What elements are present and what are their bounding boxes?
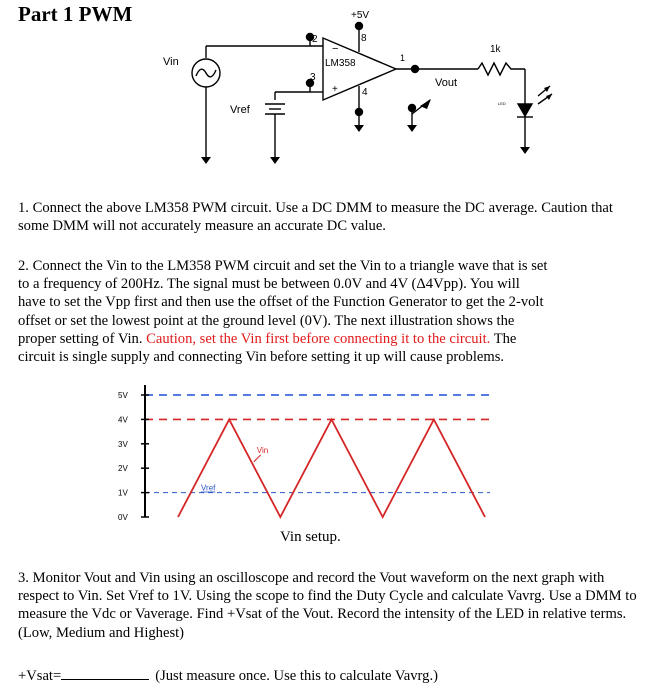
y-tick-label: 0V [118, 513, 128, 522]
vsat-blank [61, 667, 149, 680]
opamp-minus-label: − [332, 43, 339, 55]
step-3-text: 3. Monitor Vout and Vin using an oscilloscope and record the Vout waveform on the next graph with respect to Vin. Set Vref to 1V. Using the scope to find the Duty Cycle and calculate Vavrg. Use a DMM to measure the Vdc or Vaverage. Find +Vsat of the Vout. Record the intensity of the LED in relative terms. (Low, Medium and Highest) [18, 570, 637, 641]
step-2-line [18, 330, 640, 348]
vref-label: Vref [230, 104, 250, 116]
step-2-line: offset or set the lowest point at the ground level (0V). The next illustration shows the [18, 312, 515, 329]
y-tick-label: 5V [118, 391, 128, 400]
step-1-text: 1. Connect the above LM358 PWM circuit. Use a DC DMM to measure the DC average. Caution that some DMM will not accurately measure an accurate DC value. [18, 200, 613, 235]
y-tick-label: 3V [118, 439, 128, 449]
step-2-line: circuit is single supply and connecting Vin before setting it up will cause problems. [18, 349, 505, 366]
led-label: LED [498, 101, 506, 106]
vin-series-line [178, 419, 485, 517]
y-tick-label: 4V [118, 415, 128, 425]
opamp-plus-label: + [332, 84, 338, 95]
step-2-line-end: The [490, 330, 517, 347]
pin-2-label: 2 [312, 34, 318, 45]
pin-3-label: 3 [310, 72, 316, 83]
pin-4-label: 4 [362, 87, 368, 98]
vin-annotation: Vin [256, 445, 269, 455]
page-title: Part 1 PWM [18, 2, 133, 26]
vin-label: Vin [163, 56, 179, 68]
vout-label: Vout [435, 77, 458, 89]
step-2-line: have to set the Vpp first and then use the offset of the Function Generator to get the 2-volt [18, 294, 544, 311]
opamp-label: LM358 [325, 58, 356, 69]
vsat-note: (Just measure once. Use this to calculate Vavrg.) [155, 668, 438, 684]
chart-caption: Vin setup. [280, 529, 341, 545]
pwm-circuit-schematic [150, 0, 570, 170]
vsat-line [18, 667, 640, 685]
supply-terminal [356, 23, 363, 30]
step-2-line: 2. Connect the Vin to the LM358 PWM circuit and set the Vin to a triangle wave that is set [18, 258, 548, 274]
step-2-line-start: proper setting of Vin. [18, 330, 147, 347]
y-tick-label: 2V [118, 464, 128, 474]
vin-setup-chart [100, 380, 500, 530]
supply-label: +5V [351, 10, 370, 21]
step-2-text [18, 257, 640, 366]
pin-1-label: 1 [400, 53, 406, 63]
y-tick-label: 1V [118, 488, 128, 498]
resistor-label: 1k [490, 44, 501, 55]
caution-text: Caution, set the Vin first before connecting it to the circuit. [146, 330, 491, 347]
vin-annotation-arrow [254, 455, 261, 462]
pin-8-label: 8 [361, 33, 367, 44]
vref-annotation: Vref [201, 483, 216, 493]
step-2-line: to a frequency of 200Hz. The signal must be between 0.0V and 4V (Δ4Vpp). You will [18, 276, 520, 293]
vsat-label: +Vsat= [18, 668, 62, 684]
